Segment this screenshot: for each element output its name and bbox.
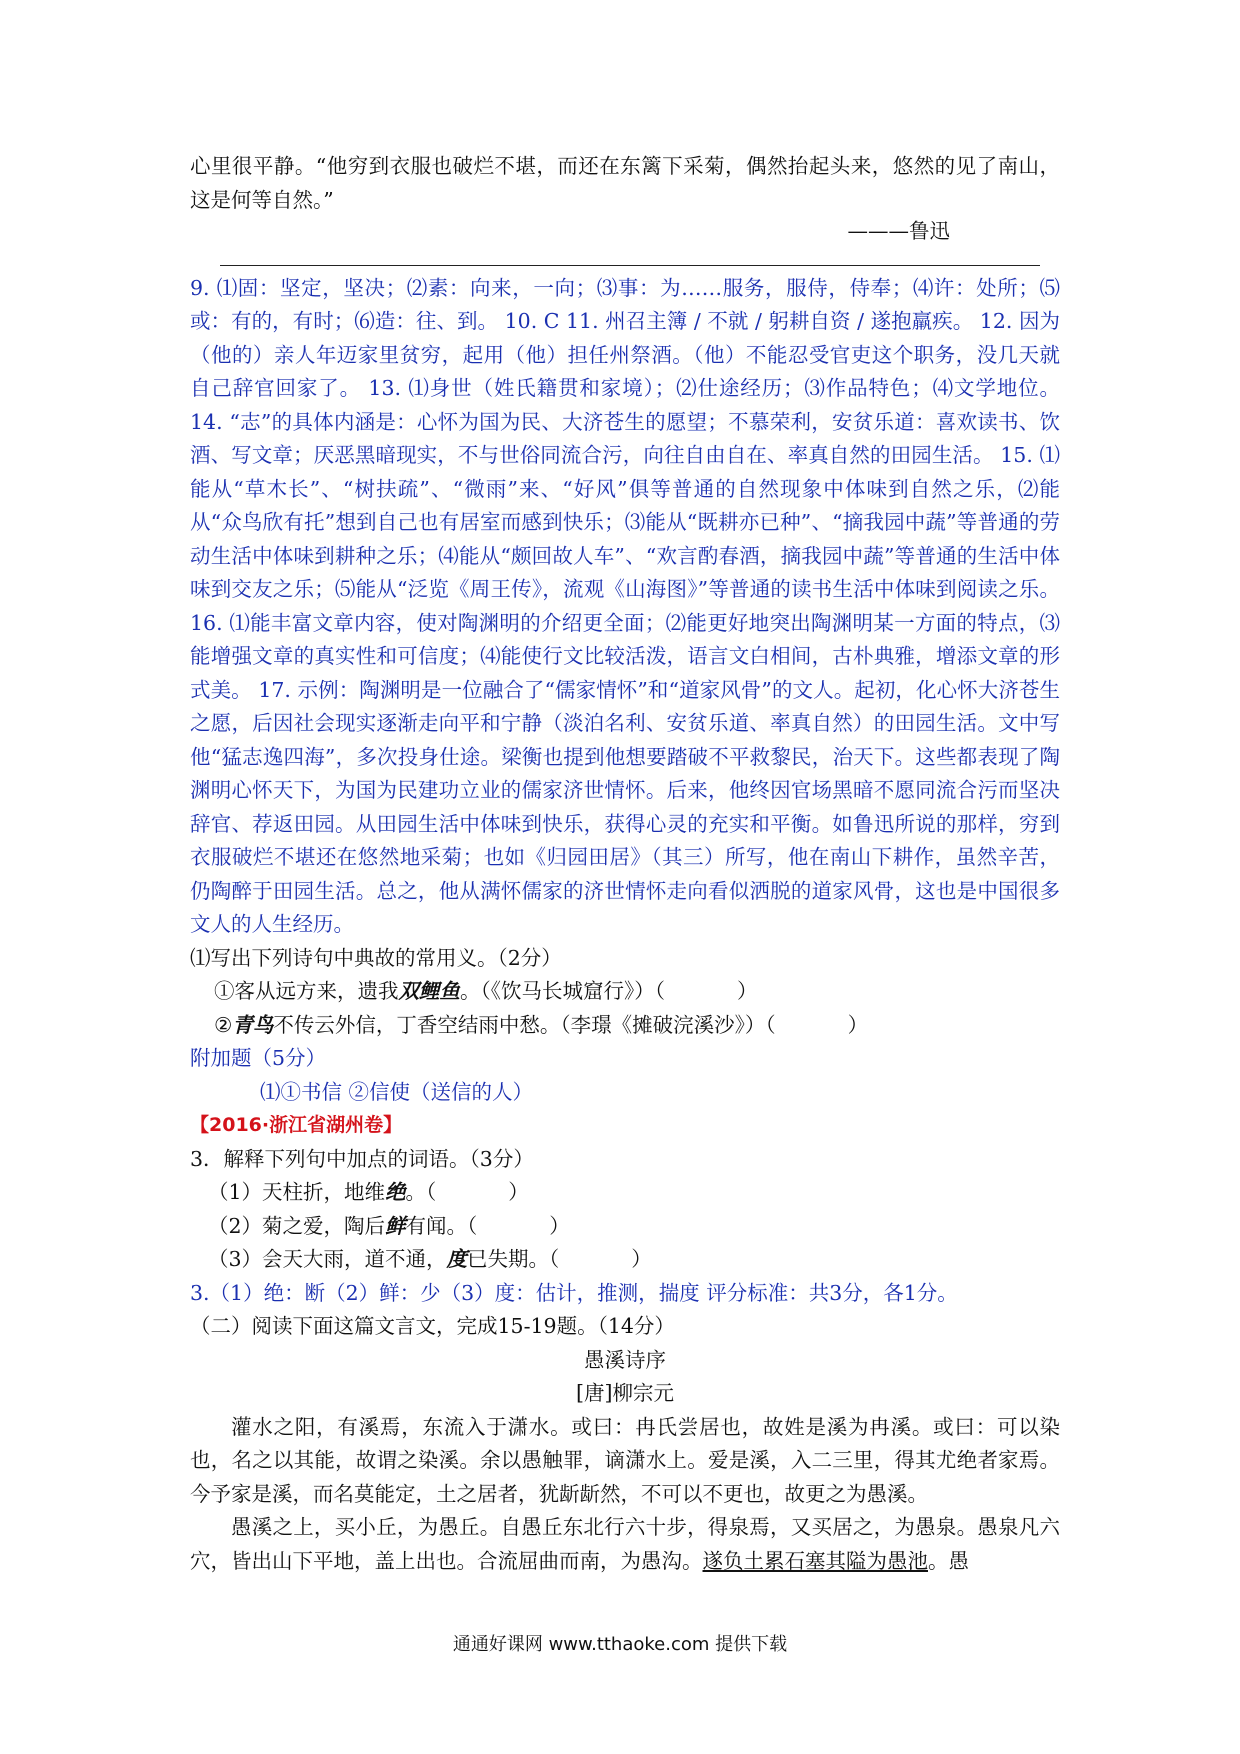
reading-author: [唐]柳宗元 [576,1381,674,1405]
question-3-line-2: （2）菊之爱，陶后鲜有闻。（ ） [208,1213,570,1238]
dotted-word: 青鸟 [232,1012,274,1037]
question-1-prompt: ⑴写出下列诗句中典故的常用义。（2分） [190,945,562,970]
reading-title: 愚溪诗序 [584,1347,666,1372]
section-header: 【2016·浙江省湖州卷】 [190,1114,403,1136]
document-page [190,150,1060,1578]
divider [220,265,1040,266]
bonus-answer: ⑴①书信 ②信使（送信的人） [260,1079,534,1104]
page-footer: 通通好课网 www.tthaoke.com 提供下载 [452,1634,788,1655]
question-3-prompt: 3．解释下列句中加点的词语。（3分） [190,1146,534,1171]
reading-prompt: （二）阅读下面这篇文言文，完成15-19题。（14分） [190,1314,675,1338]
question-3-answer: 3.（1）绝：断（2）鲜：少（3）度：估计，推测，揣度 评分标准：共3分，各1分。 [190,1280,958,1305]
dotted-word: 双鲤鱼 [398,979,460,1003]
answers-block: 9. ⑴固：坚定，坚决；⑵素：向来，一向；⑶事：为……服务，服侍，侍奉；⑷许：处所；⑸或：有的，有时；⑹造：往、到。 10. C 11. 州召主簿 / 不就 / 躬耕自资 / 遂抱羸疾。 12. 因为（他的）亲人年迈家里贫穷，起用（他）担任州祭酒。（他）不能忍受官吏这个职务，没几天就自己辞官回家了。 13. ⑴身世（姓氏籍贯和家境）；⑵仕途经历；⑶作品特色；⑷文学地位。 14. “志”的具体内涵是：心怀为国为民、大济苍生的愿望；不慕荣利，安贫乐道：喜欢读书、饮酒、写文章；厌恶黑暗现实，不与世俗同流合污，向往自由自在、率真自然的田园生活。 15. ⑴能从“草木长”、“树扶疏”、“微雨”来、“好风”俱等普通的自然现象中体味到自然之乐，⑵能从“众鸟欣有托”想到自己也有居室而感到快乐；⑶能从“既耕亦已种”、“摘我园中蔬”等普通的劳动生活中体味到耕种之乐；⑷能从“颇回故人车”、“欢言酌春酒，摘我园中蔬”等普通的生活中体味到交友之乐；⑸能从“泛览《周王传》，流观《山海图》”等普通的读书生活中体味到阅读之乐。16. ⑴能丰富文章内容，使对陶渊明的介绍更全面；⑵能更好地突出陶渊明某一方面的特点，⑶能增强文章的真实性和可信度；⑷能使行文比较活泼，语言文白相间，古朴典雅，增添文章的形式美。 17. 示例：陶渊明是一位融合了“儒家情怀”和“道家风骨”的文人。起初，化心怀大济苍生之愿，后因社会现实逐渐走向平和宁静（淡泊名利、安贫乐道、率真自然）的田园生活。文中写他“猛志逸四海”，多次投身仕途。梁衡也提到他想要踏破不平救黎民，治天下。这些都表现了陶渊明心怀天下，为国为民建功立业的儒家济世情怀。后来，他终因官场黑暗不愿同流合污而坚决辞官、荐返田园。从田园生活中体味到快乐，获得心灵的充实和平衡。如鲁迅所说的那样，穷到衣服破烂不堪还在悠然地采菊；也如《归园田居》（其三）所写，他在南山下耕作，虽然辛苦，仍陶醉于田园生活。总之，他从满怀儒家的济世情怀走向看似洒脱的道家风骨，这也是中国很多文人的人生经历。 [190,275,1060,936]
underlined-sentence: 遂负土累石塞其隘为愚池 [702,1548,928,1573]
reading-paragraph-1: 灌水之阳，有溪焉，东流入于潇水。或曰：冉氏尝居也，故姓是溪为冉溪。或曰：可以染也，名之以其能，故谓之染溪。余以愚触罪，谪潇水上。爱是溪，入二三里，得其尤绝者家焉。今予家是溪，而名莫能定，土之居者，犹龂龂然，不可以不更也，故更之为愚溪。 [190,1414,1060,1506]
dotted-word: 鲜 [385,1213,406,1238]
dotted-word: 绝 [385,1180,406,1204]
signature: ———鲁迅 [847,219,950,243]
question-1-item-1: ①客从远方来，遗我双鲤鱼。（《饮马长城窟行》）（ ） [214,979,758,1003]
question-3-line-3: （3）会天大雨，道不通，度已失期。（ ） [208,1247,652,1271]
reading-paragraph-2: 愚溪之上，买小丘，为愚丘。自愚丘东北行六十步，得泉焉，又买居之，为愚泉。愚泉凡六穴，皆出山下平地，盖上出也。合流屈曲而南，为愚沟。遂负土累石塞其隘为愚池。愚 [190,1515,1060,1573]
question-1-item-2: ②青鸟不传云外信，丁香空结雨中愁。（李璟《摊破浣溪沙》）（ ） [214,1012,869,1037]
intro-paragraph: 心里很平静。“他穷到衣服也破烂不堪，而还在东篱下采菊，偶然抬起头来，悠然的见了南山，这是何等自然。” [190,154,1060,212]
dotted-word: 度 [446,1247,468,1271]
question-3-line-1: （1）天柱折，地维绝。（ ） [208,1180,529,1204]
bonus-title: 附加题（5分） [190,1046,327,1070]
